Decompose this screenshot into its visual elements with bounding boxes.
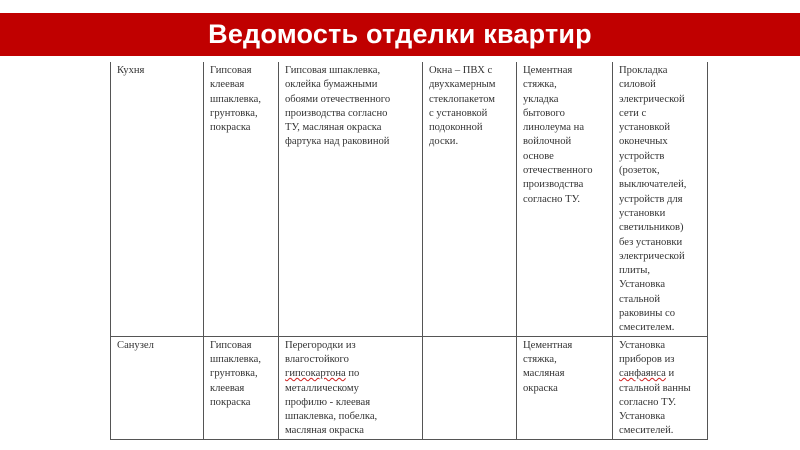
page-title: Ведомость отделки квартир — [208, 19, 592, 49]
walls-text: по металлическому профилю - клеевая шпаклевка, побелка, масляная окраска — [285, 368, 378, 437]
cell-equipment: Прокладка силовой электрической сети с установкой оконечных устройств (розеток, выключателей, устройств для установки светильников) без установки электрической плиты, Установка стальной раковины со смесителем. — [613, 62, 708, 336]
table-row — [111, 62, 708, 336]
cell-floor: Цементная стяжка, масляная окраска — [517, 336, 613, 439]
cell-walls: Гипсовая шпаклевка, оклейка бумажными обоями отечественного производства согласно ТУ, масляная окраска фартука над раковиной — [279, 62, 423, 336]
table-row — [111, 336, 708, 439]
cell-floor: Цементная стяжка, укладка бытового линолеума на войлочной основе отечественного производства согласно ТУ. — [517, 62, 613, 336]
spellcheck-word: санфаянса — [619, 368, 666, 380]
cell-ceiling: Гипсовая шпаклевка, грунтовка, клеевая покраска — [204, 336, 279, 439]
equipment-text: Установка приборов из — [619, 339, 675, 365]
title-bar — [0, 13, 800, 56]
cell-ceiling: Гипсовая клеевая шпаклевка, грунтовка, покраска — [204, 62, 279, 336]
cell-windows: Окна – ПВХ с двухкамерным стеклопакетом с установкой подоконной доски. — [423, 62, 517, 336]
spellcheck-word: гипсокартона — [285, 368, 346, 380]
cell-equipment — [613, 336, 708, 439]
cell-room: Кухня — [111, 62, 204, 336]
equipment-text: и стальной ванны согласно ТУ. Установка смесителей. — [619, 368, 691, 437]
cell-room: Санузел — [111, 336, 204, 439]
finishing-schedule-table — [110, 62, 708, 440]
cell-windows — [423, 336, 517, 439]
cell-walls — [279, 336, 423, 439]
walls-text: Перегородки из влагостойкого — [285, 339, 356, 365]
